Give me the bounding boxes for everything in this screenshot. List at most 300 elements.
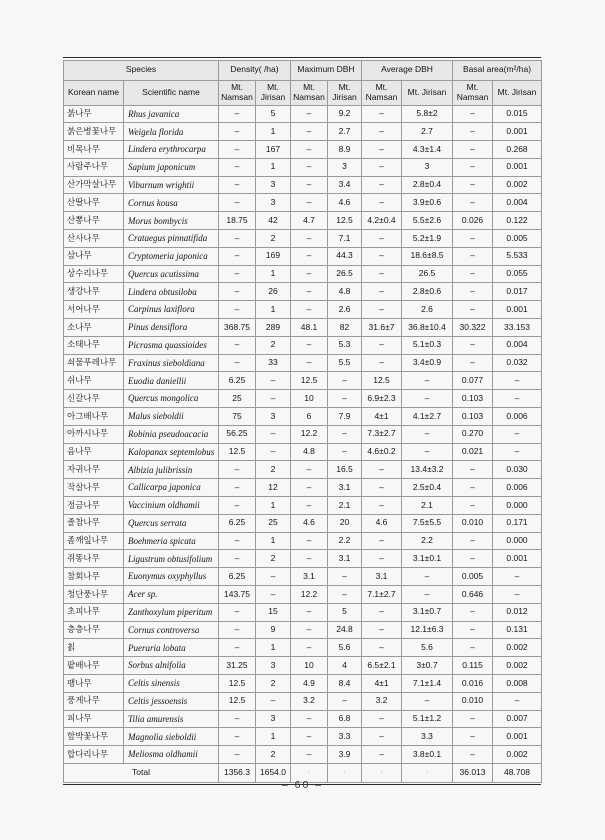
value-cell: – <box>453 230 493 248</box>
value-cell: 0.007 <box>493 710 542 728</box>
value-cell: 2.2 <box>402 532 453 550</box>
value-cell: – <box>291 728 328 746</box>
korean-name-cell: 졸참나무 <box>64 514 124 532</box>
value-cell: 6 <box>291 408 328 426</box>
value-cell: 10 <box>291 657 328 675</box>
korean-name-cell: 풍게나무 <box>64 692 124 710</box>
korean-name-cell: 아그배나무 <box>64 408 124 426</box>
value-cell: – <box>291 710 328 728</box>
scientific-name-cell: Malus sieboldii <box>124 408 219 426</box>
scientific-name-cell: Viburnum wrightii <box>124 176 219 194</box>
korean-name-cell: 층층나무 <box>64 621 124 639</box>
value-cell: 0.015 <box>493 105 542 123</box>
korean-name-cell: 소나무 <box>64 319 124 337</box>
value-cell: 12.5 <box>219 443 256 461</box>
value-cell: – <box>362 158 402 176</box>
value-cell: 3.2 <box>362 692 402 710</box>
value-cell: 25 <box>219 390 256 408</box>
value-cell: 0.001 <box>493 158 542 176</box>
value-cell: 3.1±0.1 <box>402 550 453 568</box>
header-basal-namsan: Mt. Namsan <box>453 80 493 105</box>
species-row <box>64 301 542 319</box>
value-cell: – <box>362 123 402 141</box>
value-cell: 3.3 <box>328 728 362 746</box>
value-cell: – <box>219 158 256 176</box>
value-cell: 0.268 <box>493 141 542 159</box>
value-cell: 26 <box>256 283 291 301</box>
value-cell: – <box>219 283 256 301</box>
value-cell: – <box>362 603 402 621</box>
korean-name-cell: 서어나무 <box>64 301 124 319</box>
header-avgdbh-namsan: Mt. Namsan <box>362 80 402 105</box>
value-cell: – <box>453 532 493 550</box>
header-average-dbh: Average DBH <box>362 60 453 80</box>
species-row <box>64 390 542 408</box>
species-row <box>64 550 542 568</box>
scientific-name-cell: Crataegus pinnatifida <box>124 230 219 248</box>
scientific-name-cell: Magnolia sieboldii <box>124 728 219 746</box>
scientific-name-cell: Weigela florida <box>124 123 219 141</box>
value-cell: 3.1 <box>328 550 362 568</box>
header-density: Density( /ha) <box>219 60 291 80</box>
value-cell: 4.7 <box>291 212 328 230</box>
value-cell: 5.6 <box>328 639 362 657</box>
value-cell: – <box>453 105 493 123</box>
value-cell: 0.012 <box>493 603 542 621</box>
value-cell: 12 <box>256 479 291 497</box>
value-cell: 143.75 <box>219 586 256 604</box>
value-cell: – <box>362 621 402 639</box>
species-row <box>64 568 542 586</box>
value-cell: – <box>453 336 493 354</box>
value-cell: 0.004 <box>493 194 542 212</box>
value-cell: 2.2 <box>328 532 362 550</box>
value-cell: – <box>453 603 493 621</box>
scientific-name-cell: Callicarpa japonica <box>124 479 219 497</box>
value-cell: – <box>362 479 402 497</box>
value-cell: – <box>453 301 493 319</box>
value-cell: – <box>219 194 256 212</box>
value-cell: 12.5 <box>328 212 362 230</box>
value-cell: 1 <box>256 158 291 176</box>
scientific-name-cell: Quercus acutissima <box>124 265 219 283</box>
value-cell: – <box>291 247 328 265</box>
value-cell: – <box>291 230 328 248</box>
value-cell: – <box>362 301 402 319</box>
species-row <box>64 158 542 176</box>
value-cell: 3.1±0.7 <box>402 603 453 621</box>
value-cell: – <box>453 479 493 497</box>
species-row <box>64 354 542 372</box>
value-cell: – <box>291 301 328 319</box>
value-cell: 5.6 <box>402 639 453 657</box>
value-cell: – <box>362 194 402 212</box>
species-row <box>64 692 542 710</box>
value-cell: – <box>493 692 542 710</box>
value-cell: 2 <box>256 336 291 354</box>
value-cell: – <box>402 443 453 461</box>
species-row <box>64 105 542 123</box>
korean-name-cell: 비목나무 <box>64 141 124 159</box>
species-row <box>64 247 542 265</box>
scientific-name-cell: Ligustrum obtusifolium <box>124 550 219 568</box>
korean-name-cell: 음나무 <box>64 443 124 461</box>
value-cell: 0.002 <box>493 176 542 194</box>
korean-name-cell: 소태나무 <box>64 336 124 354</box>
value-cell: – <box>493 372 542 390</box>
value-cell: 8.9 <box>328 141 362 159</box>
value-cell: 42 <box>256 212 291 230</box>
korean-name-cell: 좀깨잎나무 <box>64 532 124 550</box>
value-cell: 7.1±1.4 <box>402 675 453 693</box>
value-cell: – <box>362 497 402 515</box>
value-cell: – <box>291 532 328 550</box>
scientific-name-cell: Robinia pseudoacacia <box>124 425 219 443</box>
value-cell: 3±0.7 <box>402 657 453 675</box>
total-value-cell: 1654.0 <box>256 763 291 782</box>
value-cell: – <box>362 710 402 728</box>
value-cell: – <box>291 746 328 764</box>
value-cell: 0.016 <box>453 675 493 693</box>
value-cell: – <box>219 141 256 159</box>
value-cell: 5.1±0.3 <box>402 336 453 354</box>
value-cell: 1 <box>256 728 291 746</box>
value-cell: 2.6 <box>328 301 362 319</box>
value-cell: 12.2 <box>291 425 328 443</box>
value-cell: 2 <box>256 675 291 693</box>
value-cell: 0.008 <box>493 675 542 693</box>
scientific-name-cell: Tilia amurensis <box>124 710 219 728</box>
value-cell: – <box>362 265 402 283</box>
scientific-name-cell: Quercus serrata <box>124 514 219 532</box>
value-cell: 0.270 <box>453 425 493 443</box>
korean-name-cell: 산뽕나무 <box>64 212 124 230</box>
value-cell: – <box>291 105 328 123</box>
value-cell: 3 <box>402 158 453 176</box>
value-cell: – <box>219 123 256 141</box>
korean-name-cell: 칡 <box>64 639 124 657</box>
value-cell: 13.4±3.2 <box>402 461 453 479</box>
value-cell: 1 <box>256 639 291 657</box>
total-value-cell: · <box>291 763 328 782</box>
value-cell: – <box>291 639 328 657</box>
scientific-name-cell: Quercus mongolica <box>124 390 219 408</box>
value-cell: – <box>453 710 493 728</box>
value-cell: – <box>362 746 402 764</box>
value-cell: 3 <box>256 176 291 194</box>
scientific-name-cell: Cornus controversa <box>124 621 219 639</box>
korean-name-cell: 삼나무 <box>64 247 124 265</box>
value-cell: 0.010 <box>453 692 493 710</box>
value-cell: – <box>256 372 291 390</box>
value-cell: – <box>453 461 493 479</box>
value-cell: 1 <box>256 532 291 550</box>
species-row <box>64 123 542 141</box>
value-cell: – <box>291 141 328 159</box>
value-cell: – <box>219 710 256 728</box>
value-cell: 2.1 <box>402 497 453 515</box>
value-cell: – <box>402 568 453 586</box>
value-cell: – <box>362 176 402 194</box>
value-cell: – <box>291 479 328 497</box>
korean-name-cell: 팥배나무 <box>64 657 124 675</box>
value-cell: 6.25 <box>219 514 256 532</box>
value-cell: – <box>453 158 493 176</box>
value-cell: 0.001 <box>493 550 542 568</box>
value-cell: 0.115 <box>453 657 493 675</box>
total-value-cell: 48.708 <box>493 763 542 782</box>
value-cell: 2 <box>256 461 291 479</box>
value-cell: 3 <box>328 158 362 176</box>
species-row <box>64 586 542 604</box>
species-row <box>64 710 542 728</box>
value-cell: – <box>219 230 256 248</box>
value-cell: 31.25 <box>219 657 256 675</box>
value-cell: – <box>328 390 362 408</box>
value-cell: 4.8 <box>328 283 362 301</box>
value-cell: 0.006 <box>493 479 542 497</box>
korean-name-cell: 쉬나무 <box>64 372 124 390</box>
value-cell: – <box>362 639 402 657</box>
scientific-name-cell: Lindera erythrocarpa <box>124 141 219 159</box>
value-cell: – <box>219 497 256 515</box>
korean-name-cell: 청단풍나무 <box>64 586 124 604</box>
header-maxdbh-jirisan: Mt. Jirisan <box>328 80 362 105</box>
value-cell: – <box>219 247 256 265</box>
value-cell: – <box>453 621 493 639</box>
korean-name-cell: 신갈나무 <box>64 390 124 408</box>
value-cell: 18.6±8.5 <box>402 247 453 265</box>
value-cell: 10 <box>291 390 328 408</box>
header-basal-area: Basal area(m²/ha) <box>453 60 542 80</box>
value-cell: 12.5 <box>219 692 256 710</box>
value-cell: – <box>256 586 291 604</box>
value-cell: – <box>291 354 328 372</box>
korean-name-cell: 사람주나무 <box>64 158 124 176</box>
species-row <box>64 212 542 230</box>
species-row <box>64 372 542 390</box>
species-data-table <box>63 60 542 783</box>
value-cell: 5.2±1.9 <box>402 230 453 248</box>
value-cell: 12.5 <box>219 675 256 693</box>
value-cell: – <box>362 532 402 550</box>
value-cell: 2.7 <box>402 123 453 141</box>
value-cell: – <box>219 728 256 746</box>
value-cell: – <box>453 497 493 515</box>
value-cell: 4.2±0.4 <box>362 212 402 230</box>
value-cell: 2 <box>256 550 291 568</box>
value-cell: 7.9 <box>328 408 362 426</box>
value-cell: – <box>291 603 328 621</box>
value-cell: 2.7 <box>328 123 362 141</box>
value-cell: 3.9 <box>328 746 362 764</box>
value-cell: – <box>453 176 493 194</box>
korean-name-cell: 산사나무 <box>64 230 124 248</box>
value-cell: 7.1±2.7 <box>362 586 402 604</box>
value-cell: – <box>362 105 402 123</box>
value-cell: – <box>362 336 402 354</box>
species-row <box>64 141 542 159</box>
value-cell: 0.026 <box>453 212 493 230</box>
value-cell: 4.6±0.2 <box>362 443 402 461</box>
value-cell: 0.002 <box>493 639 542 657</box>
group-header-row <box>64 60 542 80</box>
total-label-cell: Total <box>64 763 219 782</box>
value-cell: 3 <box>256 194 291 212</box>
species-row <box>64 425 542 443</box>
value-cell: – <box>291 497 328 515</box>
scientific-name-cell: Lindera obtusiloba <box>124 283 219 301</box>
korean-name-cell: 자귀나무 <box>64 461 124 479</box>
value-cell: 25 <box>256 514 291 532</box>
korean-name-cell: 쥐똥나무 <box>64 550 124 568</box>
value-cell: 2.8±0.6 <box>402 283 453 301</box>
value-cell: 1 <box>256 497 291 515</box>
value-cell: – <box>291 158 328 176</box>
scientific-name-cell: Celtis sinensis <box>124 675 219 693</box>
value-cell: 7.5±5.5 <box>402 514 453 532</box>
species-row <box>64 728 542 746</box>
value-cell: 8.4 <box>328 675 362 693</box>
value-cell: 3.9±0.6 <box>402 194 453 212</box>
value-cell: 6.9±2.3 <box>362 390 402 408</box>
value-cell: 6.25 <box>219 568 256 586</box>
value-cell: 3.1 <box>328 479 362 497</box>
korean-name-cell: 참회나무 <box>64 568 124 586</box>
value-cell: – <box>362 728 402 746</box>
value-cell: 0.010 <box>453 514 493 532</box>
species-row <box>64 176 542 194</box>
value-cell: 2.8±0.4 <box>402 176 453 194</box>
species-row <box>64 603 542 621</box>
scientific-name-cell: Rhus javanica <box>124 105 219 123</box>
species-row <box>64 283 542 301</box>
value-cell: – <box>256 443 291 461</box>
value-cell: – <box>493 390 542 408</box>
page-number: – 60 – <box>281 779 324 791</box>
scientific-name-cell: Fraxinus sieboldiana <box>124 354 219 372</box>
korean-name-cell: 아까시나무 <box>64 425 124 443</box>
value-cell: 368.75 <box>219 319 256 337</box>
value-cell: – <box>291 123 328 141</box>
value-cell: 5 <box>256 105 291 123</box>
value-cell: 3.3 <box>402 728 453 746</box>
korean-name-cell: 팽나무 <box>64 675 124 693</box>
value-cell: 5.1±1.2 <box>402 710 453 728</box>
value-cell: – <box>328 425 362 443</box>
species-row <box>64 336 542 354</box>
value-cell: 7.1 <box>328 230 362 248</box>
value-cell: 7.3±2.7 <box>362 425 402 443</box>
value-cell: 3.1 <box>291 568 328 586</box>
species-row <box>64 514 542 532</box>
header-density-jirisan: Mt. Jirisan <box>256 80 291 105</box>
value-cell: – <box>493 568 542 586</box>
scientific-name-cell: Carpinus laxiflora <box>124 301 219 319</box>
value-cell: – <box>362 354 402 372</box>
value-cell: 1 <box>256 123 291 141</box>
value-cell: 16.5 <box>328 461 362 479</box>
value-cell: – <box>219 354 256 372</box>
value-cell: 33.153 <box>493 319 542 337</box>
korean-name-cell: 초피나무 <box>64 603 124 621</box>
value-cell: – <box>219 105 256 123</box>
header-basal-jirisan: Mt. Jirisan <box>493 80 542 105</box>
sub-header-row <box>64 80 542 105</box>
value-cell: 4.6 <box>291 514 328 532</box>
value-cell: – <box>362 461 402 479</box>
value-cell: 0.171 <box>493 514 542 532</box>
value-cell: – <box>328 692 362 710</box>
species-row <box>64 639 542 657</box>
value-cell: – <box>493 443 542 461</box>
value-cell: – <box>256 692 291 710</box>
korean-name-cell: 상수리나무 <box>64 265 124 283</box>
value-cell: 0.021 <box>453 443 493 461</box>
value-cell: 0.000 <box>493 497 542 515</box>
value-cell: 1 <box>256 301 291 319</box>
value-cell: 5.3 <box>328 336 362 354</box>
value-cell: 0.055 <box>493 265 542 283</box>
value-cell: 26.5 <box>402 265 453 283</box>
value-cell: 20 <box>328 514 362 532</box>
value-cell: 82 <box>328 319 362 337</box>
value-cell: 18.75 <box>219 212 256 230</box>
value-cell: 24.8 <box>328 621 362 639</box>
species-row <box>64 746 542 764</box>
korean-name-cell: 피나무 <box>64 710 124 728</box>
value-cell: 4.3±1.4 <box>402 141 453 159</box>
value-cell: – <box>453 550 493 568</box>
value-cell: – <box>219 621 256 639</box>
value-cell: – <box>291 550 328 568</box>
header-korean-name: Korean name <box>64 80 124 105</box>
scientific-name-cell: Sapium japonicum <box>124 158 219 176</box>
value-cell: – <box>291 621 328 639</box>
species-row <box>64 532 542 550</box>
value-cell: – <box>453 141 493 159</box>
scientific-name-cell: Boehmeria spicata <box>124 532 219 550</box>
total-value-cell: · <box>362 763 402 782</box>
value-cell: 1 <box>256 265 291 283</box>
value-cell: – <box>453 265 493 283</box>
value-cell: – <box>453 283 493 301</box>
species-row <box>64 675 542 693</box>
scientific-name-cell: Euodia daniellii <box>124 372 219 390</box>
value-cell: 289 <box>256 319 291 337</box>
value-cell: 6.25 <box>219 372 256 390</box>
value-cell: – <box>291 283 328 301</box>
value-cell: – <box>256 568 291 586</box>
value-cell: 3 <box>256 657 291 675</box>
value-cell: 0.001 <box>493 123 542 141</box>
value-cell: – <box>291 194 328 212</box>
value-cell: 5 <box>328 603 362 621</box>
value-cell: 12.2 <box>291 586 328 604</box>
value-cell: – <box>453 354 493 372</box>
value-cell: 0.103 <box>453 408 493 426</box>
value-cell: – <box>219 265 256 283</box>
value-cell: 5.8±2 <box>402 105 453 123</box>
value-cell: – <box>219 746 256 764</box>
value-cell: 0.032 <box>493 354 542 372</box>
value-cell: – <box>402 692 453 710</box>
value-cell: – <box>328 372 362 390</box>
value-cell: – <box>493 425 542 443</box>
total-value-cell: 1356.3 <box>219 763 256 782</box>
scientific-name-cell: Cryptomeria japonica <box>124 247 219 265</box>
header-scientific-name: Scientific name <box>124 80 219 105</box>
